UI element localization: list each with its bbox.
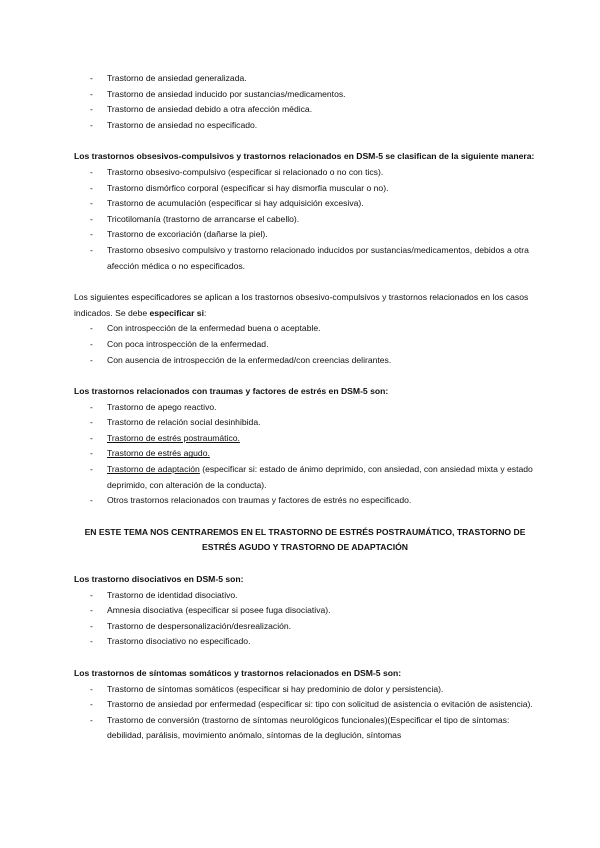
list-item: - Trastorno obsesivo compulsivo y trastorno relacionado inducidos por sustancias/medicamentos, debidos a otra afección médica o no especificados. (90, 244, 529, 271)
list-item: - Trastorno de relación social desinhibida. (74, 415, 536, 431)
list-item: - Trastorno dismórfico corporal (especificar si hay dismorfia muscular o no). (74, 181, 536, 197)
dash-bullet: - (90, 636, 93, 647)
dash-bullet: - (90, 589, 93, 600)
dash-bullet: - (90, 229, 93, 240)
trauma-list (74, 400, 536, 509)
trauma-heading: Los trastornos relacionados con traumas y factores de estrés en DSM-5 son: (74, 386, 389, 397)
underlined-item-ptsd: Trastorno de estrés postraumático. (107, 432, 240, 443)
list-item: - Trastorno de excoriación (dañarse la piel). (74, 227, 536, 243)
dash-bullet: - (90, 213, 93, 224)
list-item: - Trastorno de conversión (trastorno de síntomas neurológicos funcionales)(Especificar el tipo de síntomas: debilidad, parálisis, movimiento anómalo, síntomas de la deglución, síntomas (90, 714, 510, 741)
list-item: - Otros trastornos relacionados con traumas y factores de estrés no especificado. (74, 493, 536, 509)
specifiers-section (74, 290, 536, 368)
list-item: - Trastorno de identidad disociativo. (74, 588, 536, 604)
list-item: - Trastorno disociativo no especificado. (74, 634, 536, 650)
dash-bullet: - (90, 432, 93, 443)
dash-bullet: - (90, 73, 93, 83)
list-item (74, 431, 536, 447)
list-item: - Trastorno de acumulación (especificar si hay adquisición excesiva). (74, 196, 536, 212)
ocd-heading: Los trastornos obsesivos-compulsivos y trastornos relacionados en DSM-5 se clasifican de la siguiente manera: (74, 151, 535, 162)
specifiers-paragraph: Los siguientes especificadores se aplican a los trastornos obsesivo-compulsivos y trastornos relacionados en los casos indicados. Se debe especificar si: (74, 292, 529, 318)
dash-bullet: - (90, 683, 93, 694)
list-item: - Con introspección de la enfermedad buena o aceptable. (74, 321, 536, 337)
list-item (74, 446, 536, 462)
dissociative-list (74, 588, 536, 650)
list-item: - Trastorno obsesivo-compulsivo (especificar si relacionado o no con tics). (74, 165, 536, 181)
dash-bullet: - (90, 448, 93, 459)
dash-bullet: - (90, 88, 93, 99)
list-item: - Trastorno de ansiedad inducido por sustancias/medicamentos. (74, 87, 536, 103)
dash-bullet: - (90, 119, 93, 130)
list-item: - Trastorno de ansiedad no especificado. (74, 118, 536, 134)
list-item: - Trastorno de ansiedad debido a otra afección médica. (74, 102, 536, 118)
dash-bullet: - (90, 714, 93, 725)
dash-bullet: - (90, 417, 93, 428)
dash-bullet: - (90, 620, 93, 631)
somatic-section (74, 666, 536, 744)
list-item: - Trastorno de adaptación (especificar si: estado de ánimo deprimido, con ansiedad, con ansiedad mixta y estado deprimido, con alteración de la conducta). (90, 464, 533, 490)
list-item: - Trastorno de ansiedad por enfermedad (especificar si: tipo con solicitud de asistencia o evitación de asistencia). (74, 697, 536, 713)
dash-bullet: - (90, 605, 93, 616)
list-item: - Trastorno de apego reactivo. (74, 400, 536, 416)
list-item: - Trastorno de despersonalización/desrealización. (74, 619, 536, 635)
dash-bullet: - (90, 198, 93, 209)
dissociative-section (74, 572, 536, 650)
list-item: - Tricotilomanía (trastorno de arrancarse el cabello). (74, 212, 536, 228)
dash-bullet: - (90, 401, 93, 412)
dash-bullet: - (90, 166, 93, 177)
focus-section (74, 525, 536, 556)
specifiers-list (74, 321, 536, 368)
list-item: - Trastorno de ansiedad generalizada. (74, 71, 536, 87)
specify-if-emphasis: especificar si (149, 307, 204, 318)
underlined-item-adjustment: Trastorno de adaptación (107, 464, 200, 475)
dash-bullet: - (90, 495, 93, 506)
dash-bullet: - (90, 182, 93, 193)
anxiety-list (74, 71, 536, 133)
document-content (74, 71, 536, 760)
list-item: - Con poca introspección de la enfermedad. (74, 337, 536, 353)
focus-heading: EN ESTE TEMA NOS CENTRAREMOS EN EL TRASTORNO DE ESTRÉS POSTRAUMÁTICO, TRASTORNO DE ESTRÉS AGUDO Y TRASTORNO DE ADAPTACIÓN (84, 526, 526, 553)
anxiety-list-section (74, 71, 536, 133)
list-item: - Con ausencia de introspección de la enfermedad/con creencias delirantes. (74, 353, 536, 369)
dash-bullet: - (90, 354, 93, 365)
underlined-item-acute-stress: Trastorno de estrés agudo. (107, 448, 210, 459)
dash-bullet: - (90, 244, 93, 255)
list-item: - Trastorno de síntomas somáticos (especificar si hay predominio de dolor y persistencia). (74, 682, 536, 698)
somatic-list (74, 682, 536, 744)
dash-bullet: - (90, 338, 93, 349)
ocd-section (74, 149, 536, 274)
dissociative-heading: Los trastorno disociativos en DSM-5 son: (74, 574, 244, 585)
dash-bullet: - (90, 104, 93, 115)
trauma-section (74, 384, 536, 509)
somatic-heading: Los trastornos de síntomas somáticos y trastornos relacionados en DSM-5 son: (74, 668, 402, 678)
dash-bullet: - (90, 699, 93, 710)
dash-bullet: - (90, 323, 93, 334)
list-item: - Amnesia disociativa (especificar si posee fuga disociativa). (74, 603, 536, 619)
ocd-list (74, 165, 536, 274)
dash-bullet: - (90, 464, 93, 475)
